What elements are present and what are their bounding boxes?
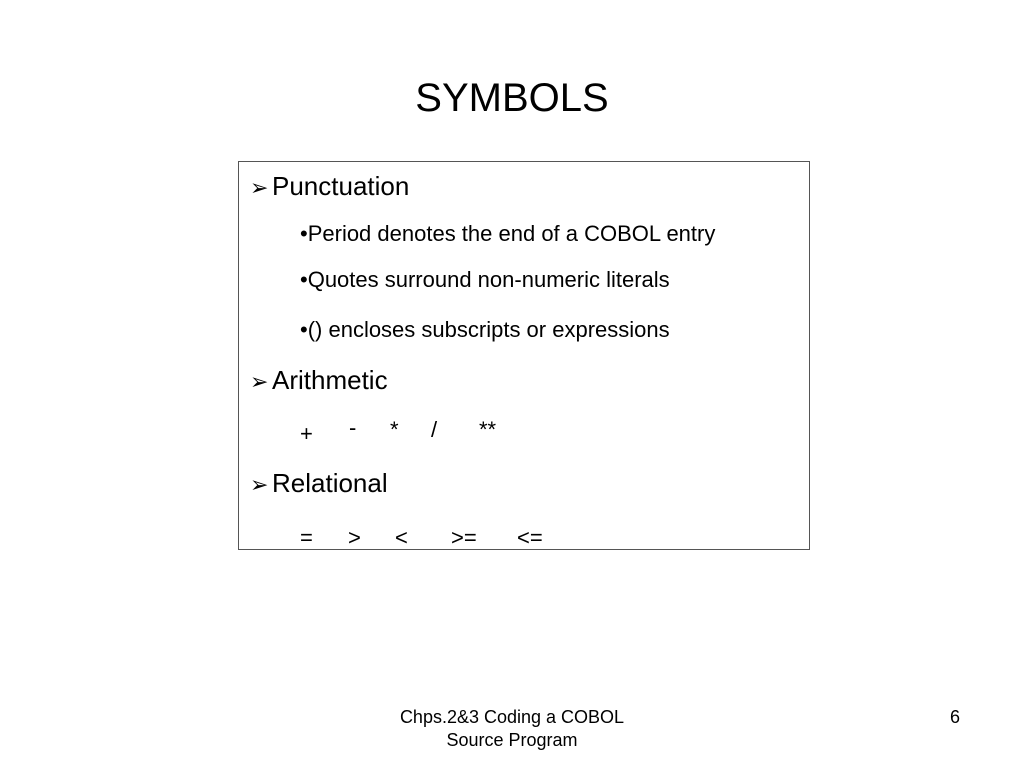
relational-symbol: = bbox=[300, 525, 313, 550]
relational-symbol: <= bbox=[517, 525, 543, 550]
section-heading: Punctuation bbox=[272, 171, 410, 201]
relational-symbol: >= bbox=[451, 525, 477, 550]
arithmetic-symbol: - bbox=[349, 415, 357, 440]
content-box bbox=[238, 161, 810, 550]
section-heading: Arithmetic bbox=[272, 365, 388, 395]
footer-line-2: Source Program bbox=[446, 730, 578, 750]
section-relational bbox=[250, 468, 388, 500]
list-item: •Quotes surround non-numeric literals bbox=[300, 267, 670, 292]
arrow-bullet-icon: ➢ bbox=[250, 472, 269, 497]
footer-text bbox=[362, 706, 662, 752]
list-item: •Period denotes the end of a COBOL entry bbox=[300, 221, 716, 246]
arrow-bullet-icon: ➢ bbox=[250, 369, 269, 394]
relational-symbol: < bbox=[395, 525, 408, 550]
section-heading: Relational bbox=[272, 468, 388, 498]
footer-line-1: Chps.2&3 Coding a COBOL bbox=[399, 707, 625, 727]
section-punctuation bbox=[250, 171, 409, 203]
relational-symbol: > bbox=[348, 525, 361, 550]
arithmetic-symbol: * bbox=[390, 417, 399, 442]
slide-title: SYMBOLS bbox=[415, 76, 609, 120]
arrow-bullet-icon: ➢ bbox=[250, 175, 269, 200]
page-number: 6 bbox=[949, 707, 960, 727]
list-item: •() encloses subscripts or expressions bbox=[300, 317, 670, 342]
arithmetic-symbol: / bbox=[431, 417, 438, 442]
arithmetic-symbol: + bbox=[300, 421, 313, 446]
arithmetic-symbol: ** bbox=[479, 417, 497, 442]
section-arithmetic bbox=[250, 365, 388, 397]
